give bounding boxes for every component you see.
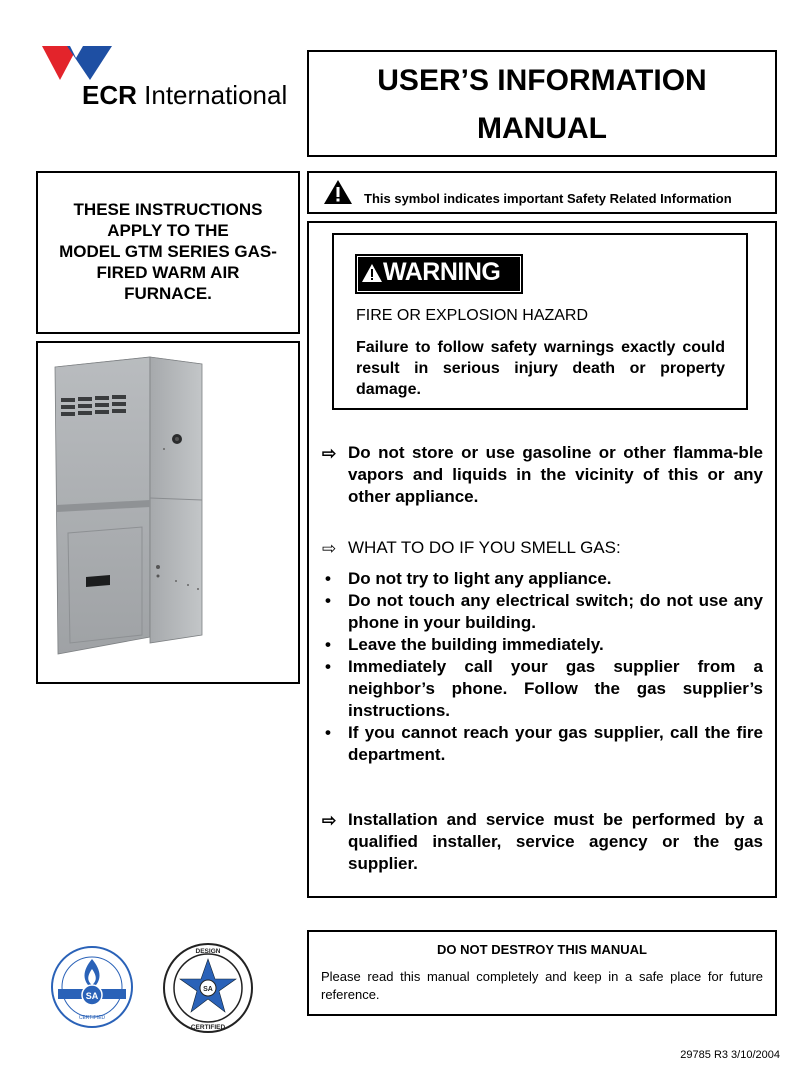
seal-certified-text: CERTIFIED [78, 1015, 106, 1021]
warning-triangle-icon [323, 179, 353, 205]
bullet-text: If you cannot reach your gas supplier, call the fire department. [348, 723, 763, 764]
certified-seal-icon [50, 945, 134, 1029]
bullet-item [325, 590, 763, 634]
logo-suffix: International [144, 80, 288, 110]
title-box [307, 50, 777, 157]
arrow-item-installation [322, 809, 763, 875]
warning-body: Failure to follow safety warnings exactly could result in serious injury death or property damage. [356, 339, 725, 398]
warning-label: WARNING [383, 258, 501, 286]
furnace-image [38, 343, 298, 682]
seal-certified-text: CERTIFIED [190, 1024, 226, 1031]
ecr-wordmark [82, 80, 287, 111]
bullet-text: Leave the building immediately. [348, 635, 604, 654]
bullet-item [325, 656, 763, 722]
warning-badge [355, 254, 523, 294]
bullet-item [325, 568, 763, 590]
storage-text: Do not store or use gasoline or other flamma-ble vapors and liquids in the vicinity of this or any other appliance. [348, 443, 763, 506]
keep-manual-body: Please read this manual completely and keep in a safe place for future reference. [321, 969, 763, 1002]
bullet-icon: • [325, 657, 331, 676]
bullet-icon: • [325, 635, 331, 654]
instructions-line-1: THESE INSTRUCTIONS [73, 200, 263, 219]
safety-symbol-note [307, 171, 777, 214]
bullet-item [325, 722, 763, 766]
title-line-1: USER’S INFORMATION [377, 64, 707, 97]
arrow-right-icon: ⇨ [322, 444, 337, 463]
symbol-note-text: This symbol indicates important Safety Related Information [364, 191, 732, 206]
smell-gas-heading: WHAT TO DO IF YOU SMELL GAS [348, 538, 616, 557]
bullet-icon: • [325, 569, 331, 588]
design-certified-seal-icon [162, 942, 254, 1034]
arrow-item-storage [322, 442, 763, 508]
hazard-title: FIRE OR EXPLOSION HAZARD [356, 307, 589, 324]
bullet-text: Immediately call your gas supplier from a neighbor’s phone. Follow the gas supplier’s instructions. [348, 657, 763, 720]
warning-box [332, 233, 748, 410]
bullet-icon: • [325, 591, 331, 610]
instructions-line-5: FURNACE. [124, 284, 212, 303]
bullet-item [325, 634, 763, 656]
furnace-photo [36, 341, 300, 684]
document-number: 29785 R3 3/10/2004 [680, 1049, 780, 1061]
keep-manual-title: DO NOT DESTROY THIS MANUAL [437, 942, 647, 957]
seal-mark: SA [203, 986, 213, 993]
instructions-line-2: APPLY TO THE [107, 221, 229, 240]
bullet-text: Do not touch any electrical switch; do not use any phone in your building. [348, 591, 763, 632]
bullet-icon: • [325, 723, 331, 742]
arrow-item-smell-gas [322, 537, 763, 559]
logo-brand: ECR [82, 80, 137, 110]
bullet-text: Do not try to light any appliance. [348, 569, 612, 588]
arrow-right-icon: ⇨ [322, 539, 337, 558]
seal-design-text: DESIGN [195, 948, 221, 955]
ecr-triangles-icon [40, 44, 300, 84]
warning-triangle-icon [361, 263, 383, 283]
title-line-2: MANUAL [477, 112, 607, 145]
smell-gas-colon: : [615, 538, 621, 557]
keep-manual-box [307, 930, 777, 1016]
instructions-line-3: MODEL GTM SERIES GAS- [59, 242, 277, 261]
instructions-line-4: FIRED WARM AIR [96, 263, 240, 282]
instructions-box [36, 171, 300, 334]
seal-mark: SA [85, 991, 99, 1001]
arrow-right-icon: ⇨ [322, 811, 337, 830]
installation-text: Installation and service must be performed by a qualified installer, service agency or the gas supplier. [348, 810, 763, 873]
